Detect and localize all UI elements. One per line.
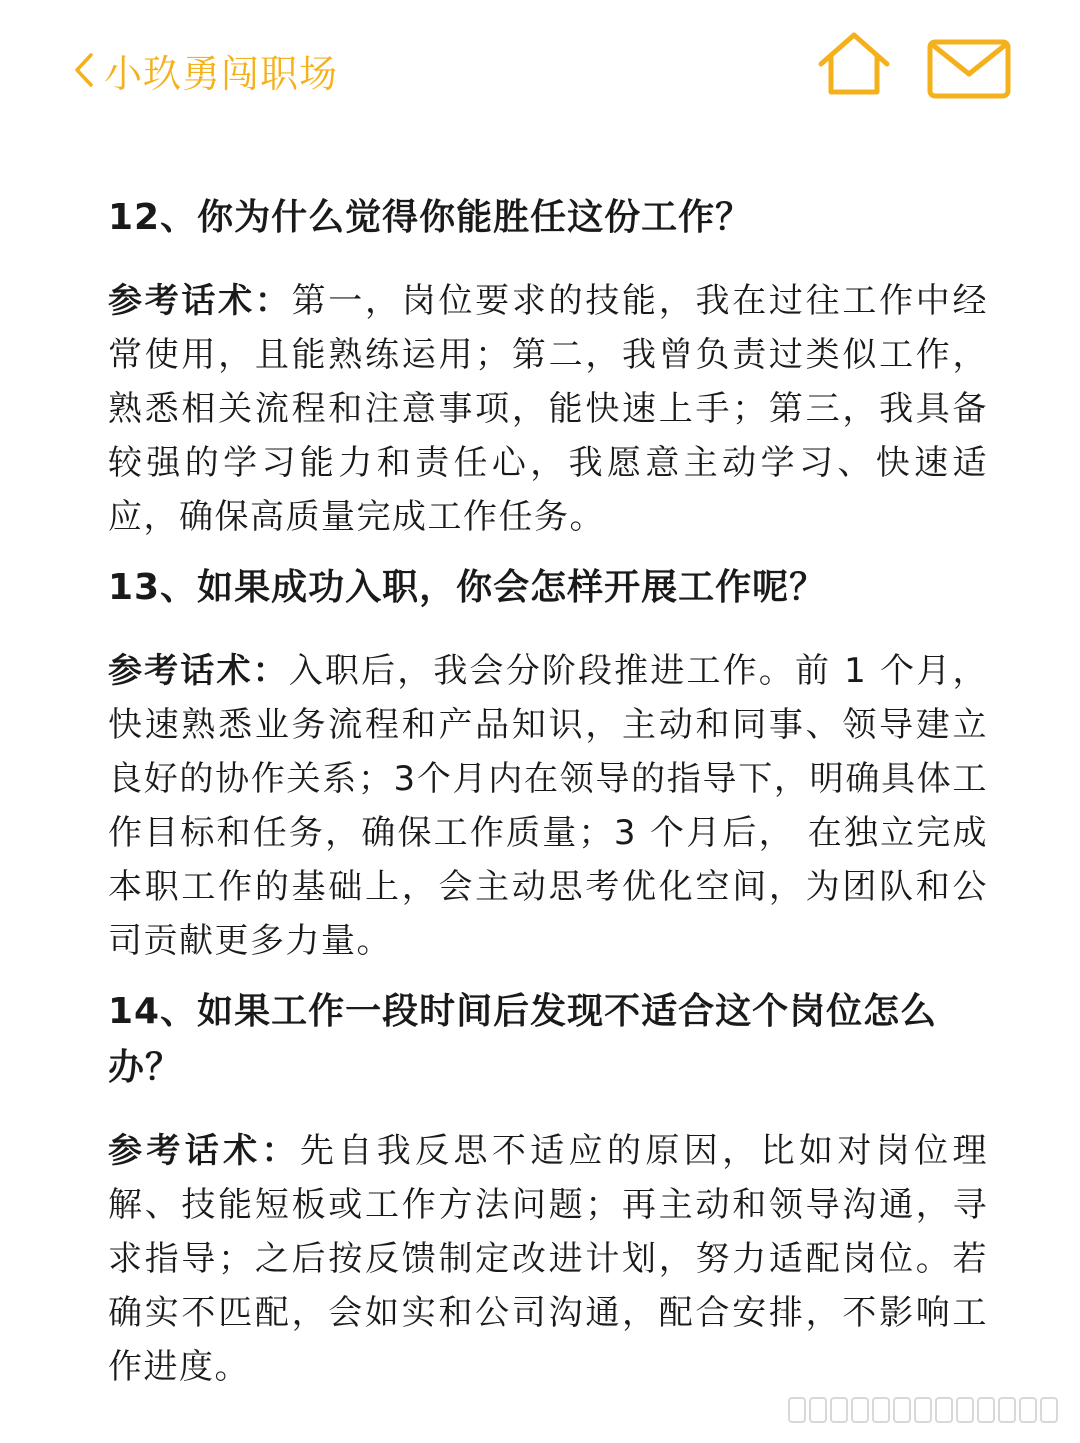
home-icon <box>816 30 892 98</box>
watermark <box>788 1397 1058 1423</box>
answer-body: 入职后，我会分阶段推进工作。前 1 个月，快速熟悉业务流程和产品知识，主动和同事、领导建立良好的协作关系；3个月内在领导的指导下，明确具体工作目标和任务，确保工作质量；3 个月后， 在独立完成本职工作的基础上，会主动思考优化空间，为团队和公司贡献更多力量。 <box>108 651 988 961</box>
answer-body: 先自我反思不适应的原因，比如对岗位理解、技能短板或工作方法问题；再主动和领导沟通，寻求指导；之后按反馈制定改进计划，努力适配岗位。若确实不匹配，会如实和公司沟通，配合安排，不影响工作进度。 <box>108 1131 989 1387</box>
mail-icon <box>926 38 1012 100</box>
question-12: 12、你为什么觉得你能胜任这份工作？ <box>108 197 753 238</box>
answer-lead: 参考话术： <box>108 651 289 691</box>
chevron-left-icon <box>74 52 94 88</box>
answer-13 <box>108 644 988 968</box>
notebook-title: 小玖勇闯职场 <box>104 51 339 96</box>
answer-body: 第一，岗位要求的技能，我在过往工作中经常使用，且能熟练运用；第二，我曾负责过类似工作，熟悉相关流程和注意事项，能快速上手；第三，我具备较强的学习能力和责任心，我愿意主动学习、快速适应，确保高质量完成工作任务。 <box>108 281 989 537</box>
note-content <box>108 190 988 1394</box>
question-13: 13、如果成功入职，你会怎样开展工作呢？ <box>108 567 827 608</box>
question-14: 14、如果工作一段时间后发现不适合这个岗位怎么办？ <box>108 991 938 1088</box>
answer-14 <box>108 1124 988 1394</box>
mail-button[interactable] <box>926 38 1012 100</box>
answer-lead: 参考话术： <box>108 1131 300 1171</box>
answer-lead: 参考话术： <box>108 281 292 321</box>
back-button[interactable] <box>74 42 338 98</box>
answer-12 <box>108 274 988 544</box>
top-bar <box>0 0 1080 140</box>
home-button[interactable] <box>816 30 892 98</box>
